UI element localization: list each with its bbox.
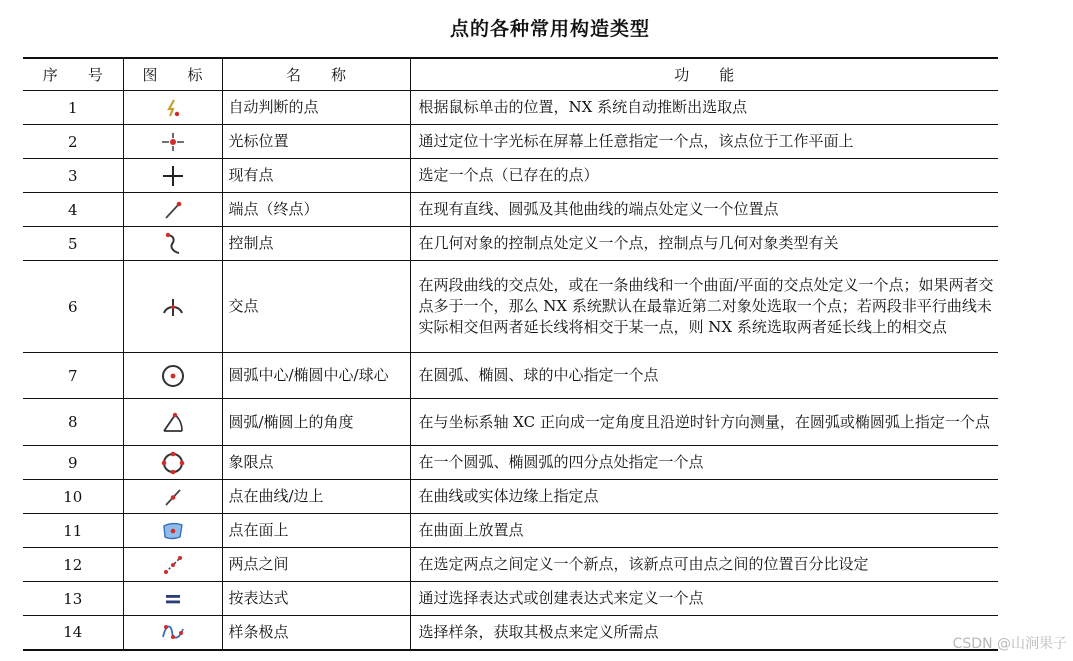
header-no: 序 号 [42,66,103,84]
table-row [23,480,998,514]
table-row [23,616,998,650]
row-number: 12 [23,548,123,582]
inferred-point-icon [162,98,184,116]
row-name: 象限点 [222,446,410,480]
table-row [23,125,998,159]
angle-on-arc-icon [161,412,185,430]
row-name: 样条极点 [222,616,410,650]
table-row [23,261,998,353]
row-name: 圆弧中心/椭圆中心/球心 [222,353,410,399]
row-function: 在曲面上放置点 [410,514,998,548]
spline-pole-icon [160,622,186,640]
table-row [23,446,998,480]
row-number: 13 [23,582,123,616]
row-function: 通过定位十字光标在屏幕上任意指定一个点，该点位于工作平面上 [410,125,998,159]
row-name: 控制点 [222,227,410,261]
row-number: 6 [23,261,123,353]
row-name: 点在曲线/边上 [222,480,410,514]
between-two-points-icon [162,555,184,573]
table-row [23,582,998,616]
point-types-table [23,57,998,651]
row-number: 5 [23,227,123,261]
row-number: 11 [23,514,123,548]
row-function: 根据鼠标单击的位置，NX 系统自动推断出选取点 [410,91,998,125]
row-number: 7 [23,353,123,399]
point-on-face-icon [161,521,185,539]
row-number: 4 [23,193,123,227]
row-number: 8 [23,399,123,446]
row-name: 端点（终点） [222,193,410,227]
row-number: 14 [23,616,123,650]
row-number: 2 [23,125,123,159]
end-point-icon [162,200,184,218]
row-number: 3 [23,159,123,193]
watermark: CSDN @山涧果子 [952,636,1067,652]
row-function: 在圆弧、椭圆、球的中心指定一个点 [410,353,998,399]
row-number: 1 [23,91,123,125]
header-icon: 图 标 [142,66,203,84]
row-function: 在两段曲线的交点处，或在一条曲线和一个曲面/平面的交点处定义一个点；如果两者交点多于一个，那么 NX 系统默认在最靠近第二对象处选取一个点；若两段非平行曲线未实际相交但两者延长线将相交于某一点，则 NX 系统选取两者延长线上的相交点 [410,261,998,353]
row-name: 现有点 [222,159,410,193]
table-row [23,159,998,193]
by-expression-icon [162,589,184,607]
row-name: 按表达式 [222,582,410,616]
row-number: 9 [23,446,123,480]
header-function: 功 能 [674,66,735,84]
existing-point-icon [161,166,185,184]
table-row [23,514,998,548]
row-name: 两点之间 [222,548,410,582]
row-name: 交点 [222,261,410,353]
row-function: 在几何对象的控制点处定义一个点，控制点与几何对象类型有关 [410,227,998,261]
row-name: 点在面上 [222,514,410,548]
intersection-point-icon [161,297,185,315]
row-function: 在选定两点之间定义一个新点，该新点可由点之间的位置百分比设定 [410,548,998,582]
row-name: 圆弧/椭圆上的角度 [222,399,410,446]
row-function: 在一个圆弧、椭圆弧的四分点处指定一个点 [410,446,998,480]
row-function: 选择样条，获取其极点来定义所需点 [410,616,998,650]
point-on-curve-icon [162,487,184,505]
table-row [23,227,998,261]
row-function: 通过选择表达式或创建表达式来定义一个点 [410,582,998,616]
row-function: 在现有直线、圆弧及其他曲线的端点处定义一个位置点 [410,193,998,227]
row-name: 光标位置 [222,125,410,159]
table-row [23,399,998,446]
row-name: 自动判断的点 [222,91,410,125]
quadrant-point-icon [160,453,186,471]
page-title: 点的各种常用构造类型 [449,18,650,40]
arc-center-icon [160,366,186,384]
table-row [23,193,998,227]
control-point-icon [162,234,184,252]
row-function: 在曲线或实体边缘上指定点 [410,480,998,514]
row-function: 选定一个点（已存在的点） [410,159,998,193]
table-row [23,353,998,399]
table-row [23,91,998,125]
cursor-location-icon [160,132,186,150]
row-number: 10 [23,480,123,514]
header-name: 名 称 [285,66,346,84]
row-function: 在与坐标系轴 XC 正向成一定角度且沿逆时针方向测量，在圆弧或椭圆弧上指定一个点 [410,399,998,446]
table-row [23,548,998,582]
table-header-row [23,58,998,91]
